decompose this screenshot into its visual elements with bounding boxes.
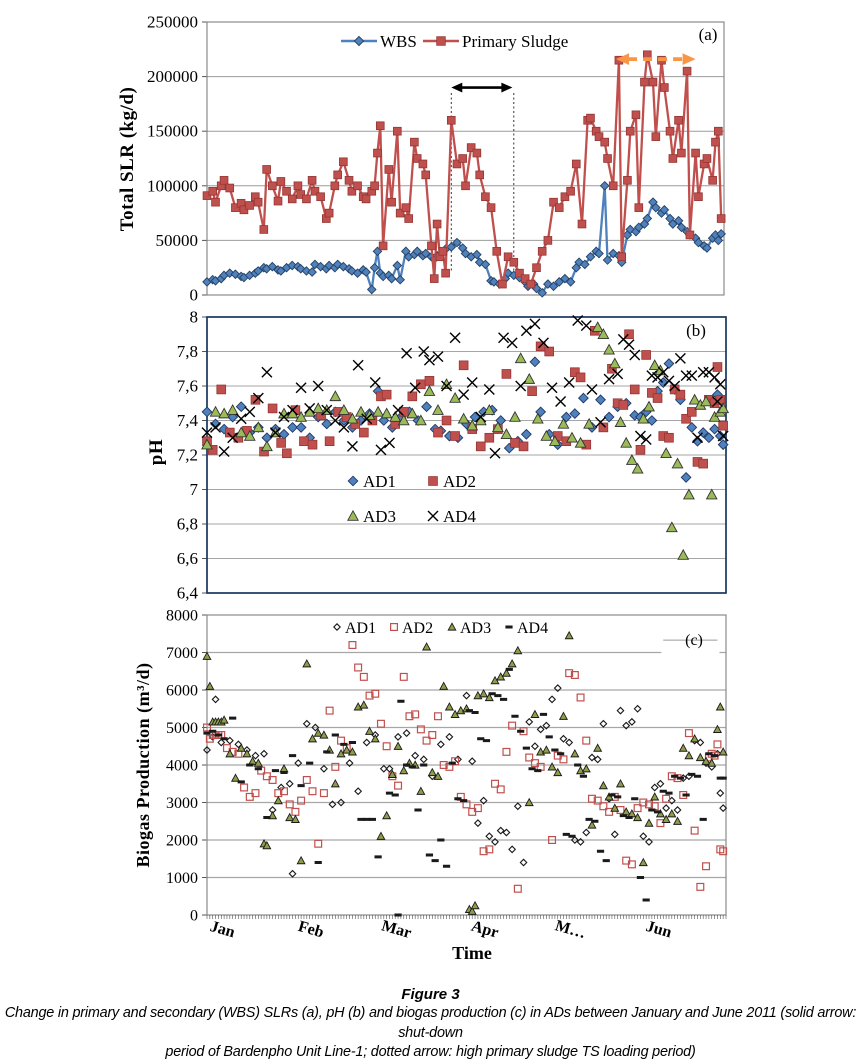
svg-text:Time: Time bbox=[452, 943, 492, 963]
chart-a-panel bbox=[117, 13, 725, 305]
svg-text:WBS: WBS bbox=[380, 32, 417, 51]
svg-text:5000: 5000 bbox=[166, 720, 198, 737]
svg-text:100000: 100000 bbox=[147, 176, 198, 196]
svg-text:(b): (b) bbox=[686, 321, 706, 340]
svg-text:AD3: AD3 bbox=[460, 620, 492, 637]
svg-text:7: 7 bbox=[189, 480, 198, 499]
svg-text:Total SLR (kg/d): Total SLR (kg/d) bbox=[117, 86, 138, 232]
chart-a-legend bbox=[341, 32, 568, 51]
svg-text:Feb: Feb bbox=[296, 917, 326, 942]
svg-text:M…: M… bbox=[553, 917, 588, 943]
svg-text:150000: 150000 bbox=[147, 121, 198, 141]
chart-c-panel bbox=[133, 608, 727, 964]
svg-text:6,4: 6,4 bbox=[176, 583, 198, 603]
chart-b-series-ad2 bbox=[203, 326, 728, 468]
svg-text:Jun: Jun bbox=[644, 917, 674, 942]
svg-text:7,4: 7,4 bbox=[176, 411, 198, 430]
svg-text:Biogas Production (m³/d): Biogas Production (m³/d) bbox=[133, 662, 153, 868]
svg-text:8000: 8000 bbox=[166, 607, 198, 625]
svg-text:AD1: AD1 bbox=[345, 620, 377, 637]
svg-text:7,6: 7,6 bbox=[176, 376, 198, 396]
svg-text:8: 8 bbox=[189, 307, 198, 327]
chart-c-legend bbox=[334, 620, 548, 637]
svg-text:50000: 50000 bbox=[155, 230, 198, 250]
svg-text:6000: 6000 bbox=[166, 682, 198, 700]
svg-text:3000: 3000 bbox=[166, 795, 198, 812]
svg-text:AD1: AD1 bbox=[363, 472, 397, 491]
svg-text:AD4: AD4 bbox=[443, 507, 477, 526]
svg-text:6,8: 6,8 bbox=[176, 514, 198, 534]
svg-text:200000: 200000 bbox=[147, 67, 198, 87]
svg-text:250000: 250000 bbox=[147, 12, 198, 32]
figure-caption-line2: period of Bardenpho Unit Line-1; dotted arrow: high primary sludge TS loading period) bbox=[165, 1044, 696, 1060]
svg-text:7000: 7000 bbox=[166, 645, 198, 662]
svg-text:AD3: AD3 bbox=[363, 507, 397, 526]
figure-caption-text bbox=[0, 1004, 861, 1063]
svg-text:AD2: AD2 bbox=[443, 472, 477, 491]
svg-text:0: 0 bbox=[189, 285, 198, 305]
svg-text:4000: 4000 bbox=[166, 757, 198, 775]
figure-caption-line1: Change in primary and secondary (WBS) SLRs (a), pH (b) and biogas production (c) in ADs between January and June 2011 (solid arrow: shut-down bbox=[4, 1005, 857, 1041]
svg-text:7,8: 7,8 bbox=[176, 342, 198, 361]
svg-text:AD4: AD4 bbox=[517, 620, 549, 637]
svg-text:1000: 1000 bbox=[166, 870, 198, 887]
chart-c-series-ad2 bbox=[204, 642, 727, 893]
svg-text:(a): (a) bbox=[698, 25, 718, 44]
figure-caption-title: Figure 3 bbox=[401, 986, 460, 1003]
chart-b-panel bbox=[146, 308, 728, 603]
svg-text:7,2: 7,2 bbox=[176, 445, 198, 465]
svg-text:2000: 2000 bbox=[166, 832, 198, 850]
svg-text:Jan: Jan bbox=[208, 918, 237, 942]
svg-text:(c): (c) bbox=[685, 632, 703, 649]
chart-b-legend bbox=[348, 472, 477, 526]
chart-c-month-labels bbox=[208, 917, 673, 942]
svg-text:6,6: 6,6 bbox=[176, 549, 198, 568]
svg-text:Primary Sludge: Primary Sludge bbox=[462, 32, 569, 51]
svg-text:Mar: Mar bbox=[379, 917, 414, 943]
svg-text:AD2: AD2 bbox=[402, 620, 434, 637]
svg-text:0: 0 bbox=[190, 907, 198, 925]
svg-text:Apr: Apr bbox=[469, 917, 501, 942]
svg-text:pH: pH bbox=[146, 438, 167, 466]
